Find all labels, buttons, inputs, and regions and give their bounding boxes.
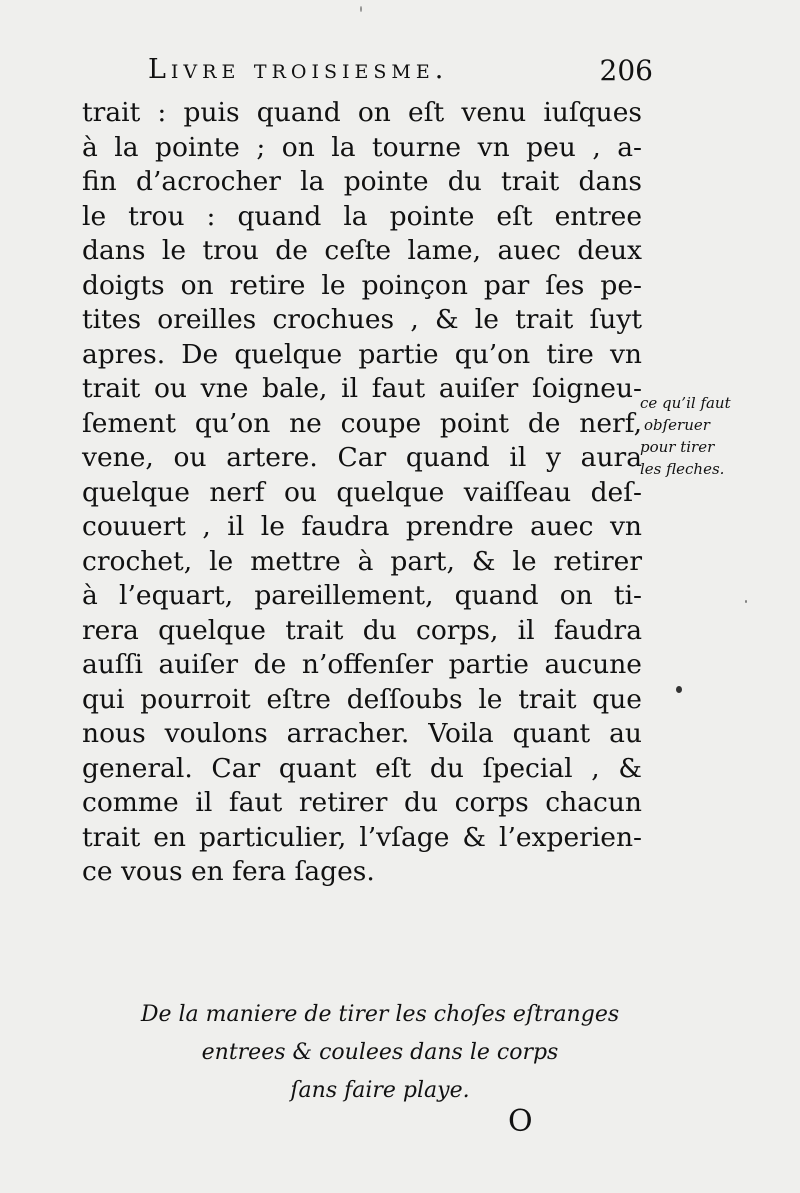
text-line: fin d’acrocher la pointe du trait dans [82,166,642,197]
ink-speck [745,600,747,603]
text-line: trait : puis quand on eſt venu iuſques [82,97,642,128]
margin-note-line: pour tirer [640,438,715,456]
heading-line: entrees & coulees dans le corps [201,1040,559,1065]
text-line: doigts on retire le poinçon par ſes pe- [82,269,642,301]
text-line: quelque nerf ou quelque vaiſſeau deſ- [82,476,642,508]
text-line: couuert , il le faudra prendre auec vn [82,511,642,542]
text-line: nous voulons arracher. Voila quant au [82,718,642,749]
text-line: à l’equart, pareillement, quand on ti- [82,580,642,611]
text-line: à la pointe ; on la tourne vn peu , a- [82,131,642,163]
text-line: apres. De quelque partie qu’on tire vn [82,338,642,370]
text-line: ce vous en fera ſages. [82,856,375,887]
text-line: trait en particulier, l’vſage & l’experien- [82,821,642,853]
text-line: trait ou vne bale, il faut auiſer ſoigneu- [82,373,642,404]
margin-note [640,392,770,480]
margin-note-line: obſeruer [644,416,710,434]
heading-line: ſans faire playe. [290,1078,470,1103]
text-line: rera quelque trait du corps, il faudra [82,614,642,646]
text-line: general. Car quant eſt du ſpecial , & [82,752,642,784]
margin-note-line: les fleches. [640,460,725,478]
text-line: auſſi auiſer de n’offenſer partie aucune [82,649,642,680]
text-line: crochet, le mettre à part, & le retirer [82,545,642,577]
text-line: le trou : quand la pointe eſt entree [82,200,642,232]
running-title: Livre troisiesme. [148,54,449,85]
catchword: O [508,1104,533,1139]
main-text-block [82,96,642,890]
text-line: comme il faut retirer du corps chacun [82,787,642,818]
ink-speck [676,686,682,693]
text-line: tites oreilles crochues , & le trait ſuyt [82,304,642,335]
page-number: 206 [599,54,653,87]
ink-speck [360,6,362,12]
text-line: ſement qu’on ne coupe point de nerf, [82,407,642,439]
text-line: vene, ou artere. Car quand il y aura [82,442,642,473]
margin-note-line: ce qu’il faut [640,394,731,412]
section-heading [100,996,660,1110]
text-line: dans le trou de ceſte lame, auec deux [82,235,642,266]
text-line: qui pourroit eſtre deſſoubs le trait que [82,683,642,715]
heading-line: De la maniere de tirer les choſes eſtranges [140,1002,620,1027]
page-header [148,54,653,98]
